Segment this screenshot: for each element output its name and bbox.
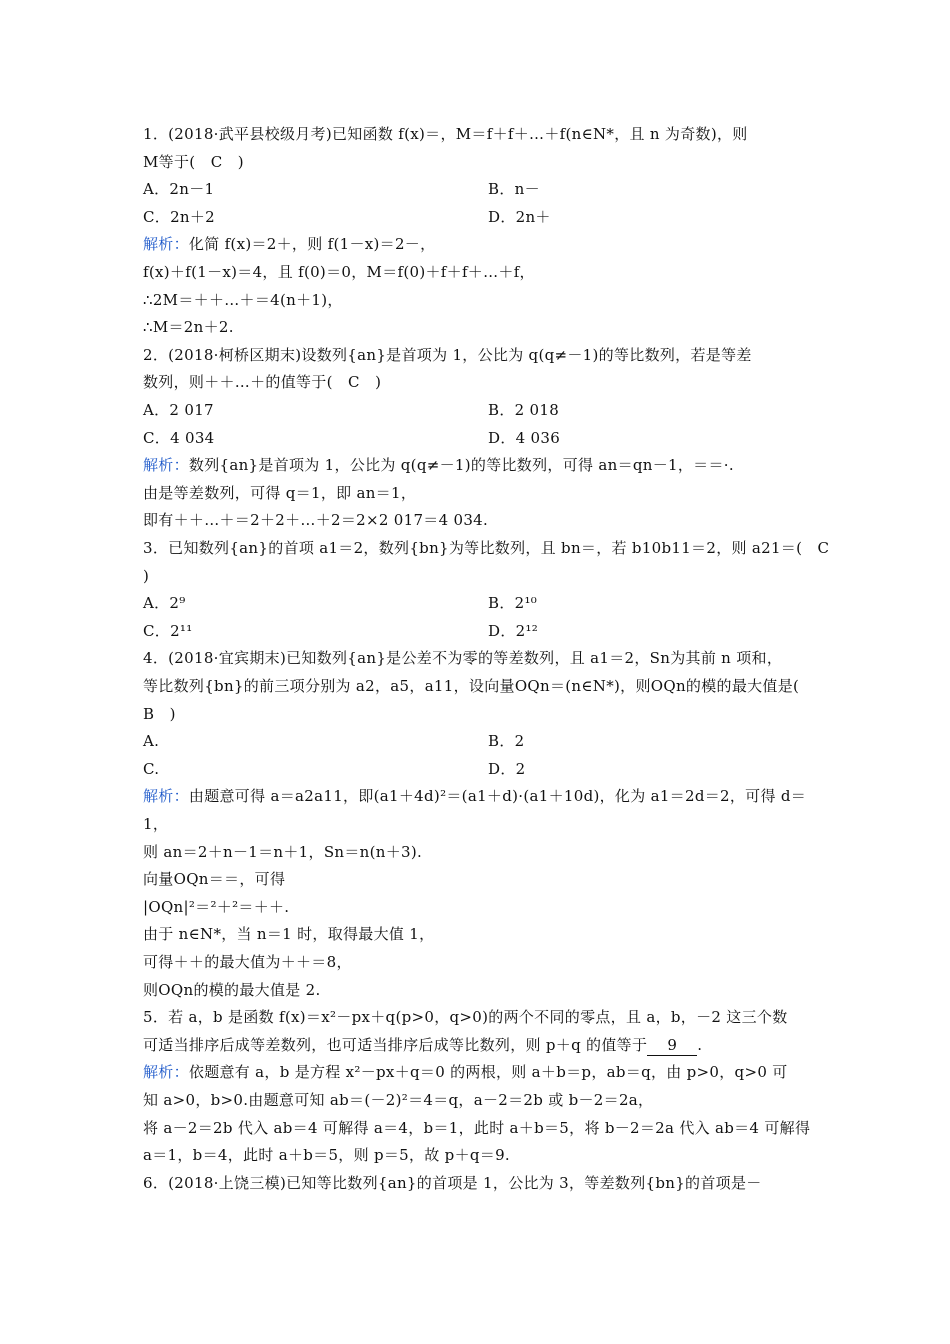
line-text: B )	[143, 704, 176, 723]
line-text: f(x)＋f(1－x)＝4，且 f(0)＝0，M＝f(0)＋f＋f＋…＋f，	[143, 263, 535, 281]
line-text: ∴M＝2n＋2.	[143, 318, 234, 337]
line-text: 4．(2018·宜宾期末)已知数列{an}是公差不为零的等差数列，且 a1＝2，Sn为其前 n 项和，	[143, 649, 783, 668]
line-text: 由题意可得 a＝a2a11，即(a1＋4d)²＝(a1＋d)·(a1＋10d)，化为 a1＝2d＝2，可得 d＝	[188, 787, 807, 806]
text-line	[143, 591, 813, 615]
text-line	[143, 343, 813, 367]
text-line	[143, 508, 813, 532]
text-line	[143, 1143, 813, 1167]
line-text: 等比数列{bn}的前三项分别为 a2，a5，a11，设向量OQn＝(n∈N*)，则OQn的模的最大值是(	[143, 677, 800, 695]
text-line	[143, 702, 813, 726]
text-line	[143, 564, 813, 588]
line-text: 2．(2018·柯桥区期末)设数列{an}是首项为 1，公比为 q(q≠－1)的等比数列，若是等差	[143, 345, 752, 364]
text-line	[143, 453, 813, 477]
line-text: 依题意有 a，b 是方程 x²－px＋q＝0 的两根，则 a＋b＝p，ab＝q，由 p>0，q>0 可	[188, 1063, 788, 1082]
text-line	[143, 646, 813, 670]
text-line	[143, 1171, 813, 1195]
text-line	[143, 1005, 813, 1029]
option-right: B．n－	[488, 180, 540, 199]
answer-blank: 9	[647, 1035, 697, 1056]
line-text: A．2 017	[143, 401, 214, 419]
line-text: C．2¹¹	[143, 621, 193, 640]
line-text: C．2n＋2	[143, 207, 216, 226]
text-line	[143, 867, 813, 891]
line-text: 知 a>0，b>0.由题意可知 ab＝(－2)²＝4＝q，a－2＝2b 或 b－2＝2a，	[143, 1091, 654, 1109]
line-text: M等于( C )	[143, 152, 244, 171]
text-line	[143, 315, 813, 339]
text-line	[143, 840, 813, 864]
text-line	[143, 1116, 813, 1140]
text-line	[143, 426, 813, 450]
text-line	[143, 398, 813, 422]
text-line	[143, 536, 830, 560]
line-text: 向量OQn＝＝，可得	[143, 870, 286, 889]
option-right: D．2	[488, 759, 526, 778]
line-text: A.	[143, 732, 160, 751]
line-tail: .	[697, 1035, 703, 1054]
line-text: 数列{an}是首项为 1，公比为 q(q≠－1)的等比数列，可得 an＝qn－1，＝＝·.	[188, 456, 734, 475]
line-text: 3．已知数列{an}的首项 a1＝2，数列{bn}为等比数列，且 bn＝，若 b10b11＝2，则 a21＝( C	[143, 539, 830, 557]
solution-label: 解析：	[143, 456, 189, 475]
line-text: C.	[143, 759, 160, 778]
text-line	[143, 757, 813, 781]
text-line	[143, 922, 813, 946]
option-right: D．4 036	[488, 428, 561, 447]
text-line	[143, 729, 813, 753]
option-right: D．2n＋	[488, 207, 551, 226]
line-text: 1．(2018·武平县校级月考)已知函数 f(x)＝，M＝f＋f＋…＋f(n∈N*，且 n 为奇数)，则	[143, 125, 748, 143]
text-line	[143, 1060, 813, 1084]
line-text: 5．若 a，b 是函数 f(x)＝x²－px＋q(p>0，q>0)的两个不同的零点，且 a，b，－2 这三个数	[143, 1008, 788, 1027]
line-text: 6．(2018·上饶三模)已知等比数列{an}的首项是 1，公比为 3，等差数列{bn}的首项是－	[143, 1173, 762, 1192]
text-line	[143, 370, 813, 394]
solution-label: 解析：	[143, 235, 189, 254]
text-line	[143, 895, 813, 919]
line-text: A．2⁹	[143, 594, 186, 613]
text-line	[143, 232, 813, 256]
solution-label: 解析：	[143, 1063, 189, 1082]
option-right: B．2¹⁰	[488, 594, 538, 613]
text-line	[143, 1033, 813, 1057]
line-text: 可得＋＋的最大值为＋＋＝8，	[143, 953, 352, 971]
text-line	[143, 481, 813, 505]
text-line	[143, 260, 813, 284]
option-right: B．2	[488, 732, 525, 751]
line-text: 由于 n∈N*，当 n＝1 时，取得最大值 1，	[143, 925, 435, 944]
line-text: 即有＋＋…＋＝2＋2＋…＋2＝2×2 017＝4 034.	[143, 511, 489, 530]
text-line	[143, 978, 813, 1002]
text-line	[143, 1088, 813, 1112]
line-text: 可适当排序后成等差数列，也可适当排序后成等比数列，则 p＋q 的值等于	[143, 1035, 648, 1054]
line-text: |OQn|²＝²＋²＝＋＋.	[143, 897, 290, 916]
text-line	[143, 122, 813, 146]
line-text: A．2n－1	[143, 180, 215, 199]
text-line	[143, 205, 813, 229]
option-right: D．2¹²	[488, 621, 539, 640]
line-text: a＝1，b＝4，此时 a＋b＝5，则 p＝5，故 p＋q＝9.	[143, 1146, 510, 1165]
option-right: B．2 018	[488, 401, 560, 419]
line-text: 由是等差数列，可得 q＝1，即 an＝1，	[143, 483, 417, 502]
line-text: )	[143, 566, 150, 585]
line-text: 将 a－2＝2b 代入 ab＝4 可解得 a＝4，b＝1，此时 a＋b＝5，将 b－2＝2a 代入 ab＝4 可解得	[143, 1118, 811, 1137]
text-line	[143, 288, 813, 312]
text-line	[143, 784, 813, 808]
text-line	[143, 812, 813, 836]
line-text: 则OQn的模的最大值是 2.	[143, 980, 321, 999]
line-text: ∴2M＝＋＋…＋＝4(n＋1)，	[143, 290, 343, 309]
solution-label: 解析：	[143, 787, 189, 806]
text-line	[143, 150, 813, 174]
text-line	[143, 950, 813, 974]
text-line	[143, 674, 813, 698]
line-text: 1，	[143, 815, 169, 833]
text-line	[143, 177, 813, 201]
text-line	[143, 619, 813, 643]
line-text: 数列，则＋＋…＋的值等于( C )	[143, 373, 382, 392]
line-text: 化简 f(x)＝2＋，则 f(1－x)＝2－，	[188, 235, 436, 254]
line-text: C．4 034	[143, 428, 215, 447]
line-text: 则 an＝2＋n－1＝n＋1，Sn＝n(n＋3).	[143, 842, 423, 861]
